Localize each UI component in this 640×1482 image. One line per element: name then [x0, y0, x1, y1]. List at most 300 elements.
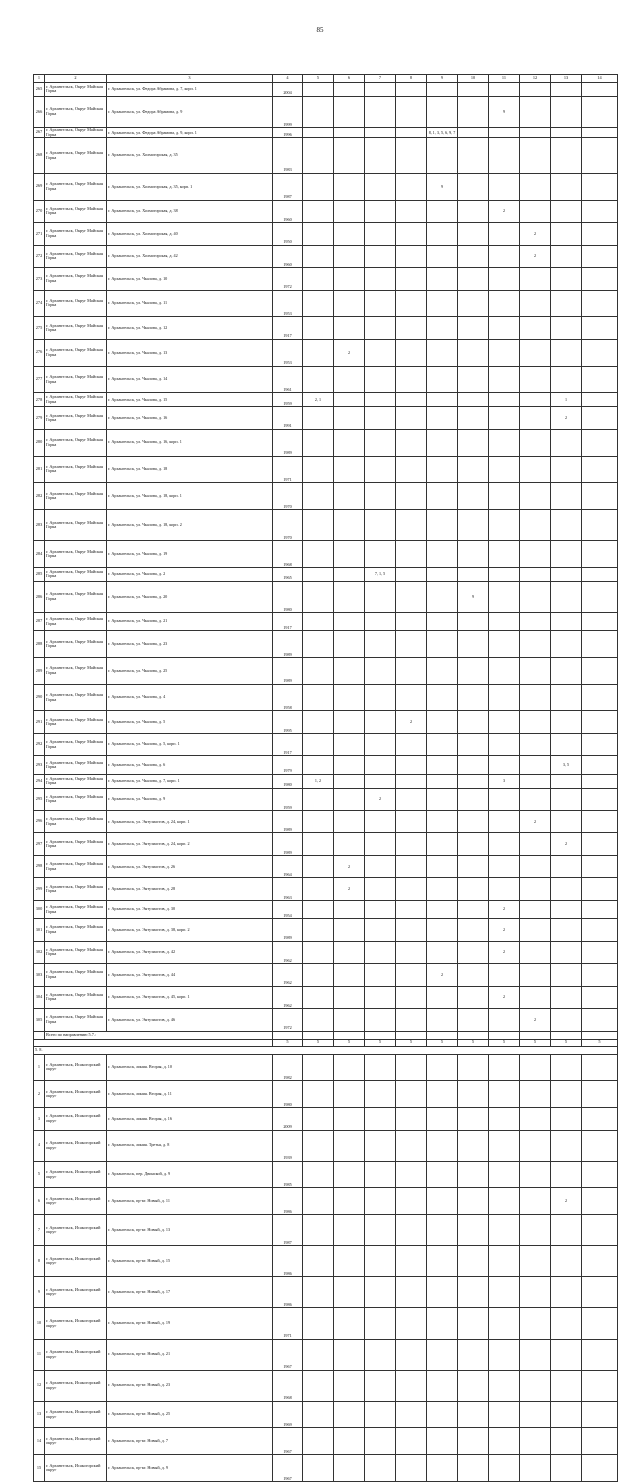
row-address: г. Архангельск, линия. Третья, д. 8 — [107, 1130, 273, 1161]
row-value — [427, 510, 458, 541]
row-value — [520, 407, 551, 429]
row-value — [520, 541, 551, 568]
row-number: 268 — [34, 138, 45, 173]
row-value — [396, 1428, 427, 1455]
row-value — [365, 1108, 396, 1130]
table-row — [34, 733, 618, 755]
row-value — [520, 173, 551, 200]
row-value: 9 — [458, 581, 489, 612]
row-number: 287 — [34, 612, 45, 630]
row-value — [582, 1246, 618, 1277]
row-value — [551, 964, 582, 986]
row-value — [582, 657, 618, 684]
row-value — [489, 138, 520, 173]
table-row — [34, 1401, 618, 1428]
row-number: 303 — [34, 964, 45, 986]
row-number: 13 — [34, 1401, 45, 1428]
row-number: 14 — [34, 1428, 45, 1455]
row-value — [458, 223, 489, 245]
row-value — [303, 1054, 334, 1081]
row-value — [427, 245, 458, 267]
row-year: 1991 — [273, 407, 303, 429]
row-value — [396, 900, 427, 918]
row-number: 286 — [34, 581, 45, 612]
row-value — [427, 657, 458, 684]
row-value — [365, 774, 396, 788]
row-value — [582, 407, 618, 429]
row-value — [334, 1428, 365, 1455]
row-value — [520, 200, 551, 222]
row-value: 1, 2 — [303, 774, 334, 788]
row-value — [520, 1339, 551, 1370]
row-value — [303, 290, 334, 317]
row-value — [334, 1277, 365, 1308]
row-value — [458, 1081, 489, 1108]
row-year: 1972 — [273, 1009, 303, 1031]
row-value — [334, 941, 365, 963]
row-value — [396, 1161, 427, 1188]
row-value — [458, 833, 489, 855]
row-number: 9 — [34, 1277, 45, 1308]
row-value — [520, 1401, 551, 1428]
row-value — [303, 1455, 334, 1482]
row-value — [489, 456, 520, 483]
table-row — [34, 811, 618, 833]
row-value — [396, 1054, 427, 1081]
row-value — [551, 223, 582, 245]
row-number: 274 — [34, 290, 45, 317]
row-location: г. Архангельск, Округ Майская Горка — [45, 811, 107, 833]
row-number: 279 — [34, 407, 45, 429]
row-value — [396, 612, 427, 630]
row-value — [303, 878, 334, 900]
row-value: 2 — [489, 941, 520, 963]
row-location: г. Архангельск, Округ Майская Горка — [45, 96, 107, 127]
row-value — [582, 878, 618, 900]
header-cell: 4 — [273, 75, 303, 83]
row-location: г. Архангельск, Исакогорский округ — [45, 1339, 107, 1370]
row-value — [582, 1081, 618, 1108]
total-cell — [303, 1031, 334, 1039]
table-row — [34, 290, 618, 317]
row-year: 1986 — [273, 1188, 303, 1215]
row-value — [427, 483, 458, 510]
row-value — [458, 1401, 489, 1428]
row-value — [520, 631, 551, 658]
row-value — [489, 127, 520, 138]
row-value — [520, 1277, 551, 1308]
row-address: г. Архангельск, пер. Двинской, д. 9 — [107, 1161, 273, 1188]
row-value: 9 — [489, 96, 520, 127]
row-value — [303, 456, 334, 483]
row-value — [489, 1370, 520, 1401]
row-value — [334, 1246, 365, 1277]
row-value — [427, 1130, 458, 1161]
row-value — [520, 1215, 551, 1246]
row-value — [489, 811, 520, 833]
row-address: г. Архангельск, ул. Холмогорская, д. 42 — [107, 245, 273, 267]
row-location: г. Архангельск, Округ Майская Горка — [45, 919, 107, 941]
row-value — [303, 1009, 334, 1031]
row-value — [520, 83, 551, 97]
table-row — [34, 1081, 618, 1108]
row-value — [582, 1161, 618, 1188]
table-row — [34, 1308, 618, 1339]
row-number: 292 — [34, 733, 45, 755]
row-value — [334, 1339, 365, 1370]
header-cell: 6 — [334, 75, 365, 83]
table-row — [34, 541, 618, 568]
row-value — [396, 1108, 427, 1130]
row-value — [582, 541, 618, 568]
row-address: г. Архангельск, ул. Чкалова, д. 18 — [107, 456, 273, 483]
row-value — [489, 223, 520, 245]
row-value — [582, 811, 618, 833]
sum-cell: 5 — [365, 1039, 396, 1046]
row-year: 1989 — [273, 833, 303, 855]
row-value: 2 — [520, 811, 551, 833]
row-location: г. Архангельск, Округ Майская Горка — [45, 855, 107, 877]
row-value — [427, 429, 458, 456]
table-row — [34, 317, 618, 339]
row-location: г. Архангельск, Округ Майская Горка — [45, 456, 107, 483]
row-address: г. Архангельск, ул. Чкалова, д. 18, корп. 2 — [107, 510, 273, 541]
row-value — [551, 1277, 582, 1308]
row-value — [365, 245, 396, 267]
row-value — [427, 290, 458, 317]
row-number: 288 — [34, 631, 45, 658]
total-spacer — [34, 1031, 45, 1039]
row-value — [458, 317, 489, 339]
table-row — [34, 756, 618, 774]
row-value — [427, 1370, 458, 1401]
row-value — [582, 1108, 618, 1130]
row-value — [520, 1130, 551, 1161]
row-value — [458, 483, 489, 510]
row-location: г. Архангельск, Округ Майская Горка — [45, 223, 107, 245]
row-value — [582, 612, 618, 630]
row-address: г. Архангельск, ул. Холмогорская, д. 38 — [107, 200, 273, 222]
header-cell: 1 — [34, 75, 45, 83]
row-value — [396, 581, 427, 612]
row-year: 1965 — [273, 567, 303, 581]
row-value — [396, 1308, 427, 1339]
row-value — [520, 96, 551, 127]
row-location: г. Архангельск, Округ Майская Горка — [45, 986, 107, 1008]
row-value — [396, 964, 427, 986]
row-value — [489, 684, 520, 711]
row-value — [551, 138, 582, 173]
row-value — [520, 1188, 551, 1215]
row-value — [396, 1009, 427, 1031]
header-cell: 10 — [458, 75, 489, 83]
row-value — [458, 1161, 489, 1188]
row-value — [396, 684, 427, 711]
row-value — [551, 774, 582, 788]
sums-row — [34, 1039, 618, 1046]
table-row — [34, 138, 618, 173]
row-value — [396, 393, 427, 407]
row-address: г. Архангельск, ул. Чкалова, д. 18, корп. 1 — [107, 483, 273, 510]
row-value — [520, 733, 551, 755]
row-value — [582, 83, 618, 97]
row-number: 10 — [34, 1308, 45, 1339]
row-value — [458, 173, 489, 200]
row-number: 302 — [34, 941, 45, 963]
row-number: 305 — [34, 1009, 45, 1031]
row-number: 273 — [34, 268, 45, 290]
row-value — [334, 833, 365, 855]
header-cell: 3 — [107, 75, 273, 83]
row-value — [520, 138, 551, 173]
row-value — [365, 429, 396, 456]
row-value — [303, 1428, 334, 1455]
row-value — [582, 245, 618, 267]
row-number: 3 — [34, 1108, 45, 1130]
row-number: 295 — [34, 788, 45, 810]
row-value — [334, 919, 365, 941]
row-address: г. Архангельск, ул. Энтузиастов, д. 38, корп. 2 — [107, 919, 273, 941]
row-year: 1989 — [273, 429, 303, 456]
row-year: 1959 — [273, 788, 303, 810]
table-row — [34, 1215, 618, 1246]
row-value — [458, 1215, 489, 1246]
table-row — [34, 900, 618, 918]
row-value — [551, 429, 582, 456]
row-number: 296 — [34, 811, 45, 833]
row-value: 2 — [520, 223, 551, 245]
table-row — [34, 510, 618, 541]
total-row — [34, 1031, 618, 1039]
row-year: 1953 — [273, 339, 303, 366]
row-location: г. Архангельск, Округ Майская Горка — [45, 339, 107, 366]
row-year: 1970 — [273, 510, 303, 541]
row-value — [520, 1246, 551, 1277]
table-row — [34, 393, 618, 407]
row-value — [365, 407, 396, 429]
row-value — [365, 1401, 396, 1428]
row-number: 12 — [34, 1370, 45, 1401]
table-row — [34, 1277, 618, 1308]
row-year: 1968 — [273, 1370, 303, 1401]
row-value — [365, 1308, 396, 1339]
row-value — [582, 1009, 618, 1031]
row-number: 281 — [34, 456, 45, 483]
row-value — [489, 1339, 520, 1370]
row-year: 1917 — [273, 612, 303, 630]
row-year: 1968 — [273, 541, 303, 568]
row-value — [520, 1161, 551, 1188]
row-value — [551, 510, 582, 541]
row-value — [458, 1370, 489, 1401]
total-cell — [489, 1031, 520, 1039]
row-value — [551, 684, 582, 711]
row-value — [458, 733, 489, 755]
row-value — [303, 941, 334, 963]
row-address: г. Архангельск, пр-кт. Новый, д. 25 — [107, 1401, 273, 1428]
row-value — [396, 429, 427, 456]
row-value — [582, 1339, 618, 1370]
row-value — [582, 429, 618, 456]
row-value — [303, 788, 334, 810]
row-value — [334, 711, 365, 733]
row-value — [551, 83, 582, 97]
row-value — [520, 456, 551, 483]
row-value — [551, 788, 582, 810]
row-value — [582, 1455, 618, 1482]
row-value — [396, 456, 427, 483]
row-value — [489, 83, 520, 97]
row-value — [303, 657, 334, 684]
table-row — [34, 581, 618, 612]
row-value — [427, 919, 458, 941]
row-value — [334, 1161, 365, 1188]
row-value — [396, 223, 427, 245]
row-year: 1971 — [273, 456, 303, 483]
row-value — [520, 788, 551, 810]
row-value — [334, 684, 365, 711]
row-address: г. Архангельск, ул. Чкалова, д. 20 — [107, 581, 273, 612]
row-value — [489, 1009, 520, 1031]
row-number: 275 — [34, 317, 45, 339]
row-year: 1967 — [273, 1339, 303, 1370]
row-value — [396, 941, 427, 963]
row-value — [427, 1188, 458, 1215]
sum-cell: 5 — [427, 1039, 458, 1046]
row-value — [303, 173, 334, 200]
row-value: 7, 1, 5 — [365, 567, 396, 581]
row-number: 269 — [34, 173, 45, 200]
row-value — [303, 1277, 334, 1308]
row-value: 2 — [427, 964, 458, 986]
table-row — [34, 1161, 618, 1188]
table-row — [34, 711, 618, 733]
row-value — [551, 483, 582, 510]
row-value — [458, 684, 489, 711]
row-value — [427, 788, 458, 810]
table-row — [34, 567, 618, 581]
table-row — [34, 964, 618, 986]
row-value — [334, 964, 365, 986]
row-value — [334, 541, 365, 568]
row-value — [520, 878, 551, 900]
row-address: г. Архангельск, ул. Чкалова, д. 5, корп. 1 — [107, 733, 273, 755]
row-value — [427, 941, 458, 963]
row-location: г. Архангельск, Исакогорский округ — [45, 1370, 107, 1401]
row-value — [365, 1188, 396, 1215]
row-value — [489, 1455, 520, 1482]
row-value — [458, 631, 489, 658]
row-value — [396, 290, 427, 317]
row-value — [520, 774, 551, 788]
row-year: 1983 — [273, 138, 303, 173]
row-number: 8 — [34, 1246, 45, 1277]
row-value — [582, 919, 618, 941]
row-number: 293 — [34, 756, 45, 774]
row-location: г. Архангельск, Округ Майская Горка — [45, 833, 107, 855]
row-value — [551, 1339, 582, 1370]
table-row — [34, 657, 618, 684]
row-value — [396, 407, 427, 429]
total-cell — [365, 1031, 396, 1039]
row-value — [458, 1246, 489, 1277]
row-value — [551, 1081, 582, 1108]
row-address: г. Архангельск, ул. Энтузиастов, д. 42 — [107, 941, 273, 963]
row-value — [396, 1370, 427, 1401]
row-value: 2 — [489, 200, 520, 222]
row-value — [520, 756, 551, 774]
row-value — [489, 393, 520, 407]
row-year: 1989 — [273, 919, 303, 941]
table-row — [34, 1339, 618, 1370]
row-value — [334, 456, 365, 483]
row-value — [334, 393, 365, 407]
row-value — [489, 567, 520, 581]
row-value — [303, 900, 334, 918]
row-location: г. Архангельск, Округ Майская Горка — [45, 684, 107, 711]
row-value — [551, 567, 582, 581]
row-value — [489, 1277, 520, 1308]
row-value — [365, 96, 396, 127]
row-value — [303, 317, 334, 339]
row-address: г. Архангельск, ул. Чкалова, д. 23 — [107, 631, 273, 658]
row-address: г. Архангельск, ул. Чкалова, д. 4 — [107, 684, 273, 711]
row-value — [365, 138, 396, 173]
row-year: 1964 — [273, 855, 303, 877]
row-value — [396, 878, 427, 900]
row-value — [551, 581, 582, 612]
row-value — [520, 1370, 551, 1401]
row-value — [551, 317, 582, 339]
row-value — [365, 366, 396, 393]
header-cell: 8 — [396, 75, 427, 83]
row-value — [427, 339, 458, 366]
row-number: 272 — [34, 245, 45, 267]
row-value — [303, 1188, 334, 1215]
row-value — [458, 510, 489, 541]
total-cell — [273, 1031, 303, 1039]
row-value — [458, 393, 489, 407]
row-address: г. Архангельск, ул. Холмогорская, д. 40 — [107, 223, 273, 245]
row-value — [551, 855, 582, 877]
row-value — [396, 986, 427, 1008]
row-value — [582, 223, 618, 245]
row-value — [520, 964, 551, 986]
row-year: 1987 — [273, 1215, 303, 1246]
row-value — [365, 733, 396, 755]
row-value — [458, 855, 489, 877]
table-row — [34, 855, 618, 877]
row-value — [365, 1161, 396, 1188]
table-row — [34, 612, 618, 630]
row-value — [582, 510, 618, 541]
row-value — [334, 567, 365, 581]
row-value — [551, 631, 582, 658]
row-value — [365, 811, 396, 833]
row-value — [303, 811, 334, 833]
table-row — [34, 483, 618, 510]
row-value — [427, 366, 458, 393]
row-value — [582, 1308, 618, 1339]
row-address: г. Архангельск, пр-кт. Новый, д. 17 — [107, 1277, 273, 1308]
row-address: г. Архангельск, ул. Энтузиастов, д. 26 — [107, 855, 273, 877]
row-location: г. Архангельск, Округ Майская Горка — [45, 788, 107, 810]
row-location: г. Архангельск, Округ Майская Горка — [45, 483, 107, 510]
table-row — [34, 1455, 618, 1482]
row-value — [303, 339, 334, 366]
row-value — [582, 900, 618, 918]
table-row — [34, 429, 618, 456]
